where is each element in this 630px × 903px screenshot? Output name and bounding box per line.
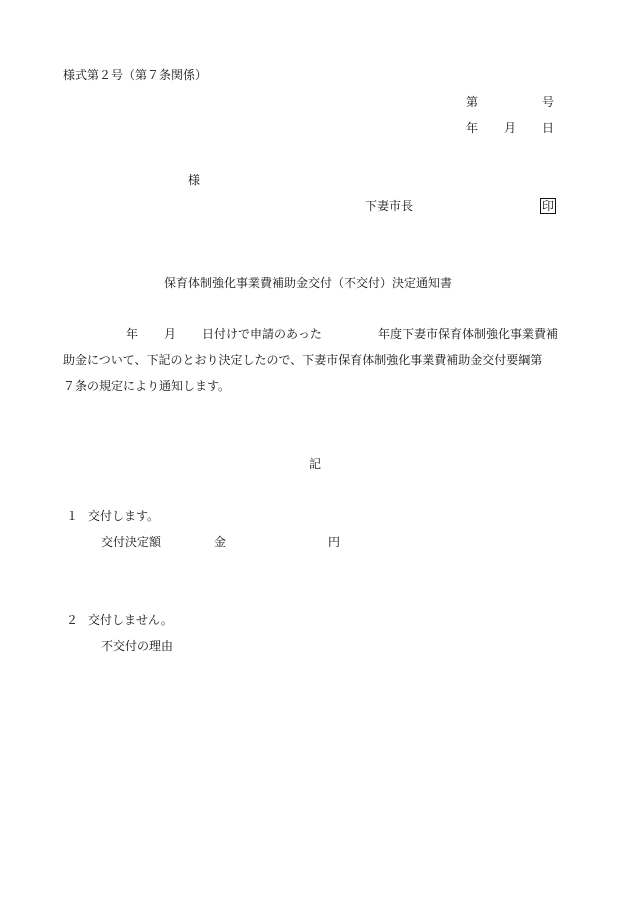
doc-title: 保育体制強化事業費補助金交付（不交付）決定通知書 — [164, 276, 453, 290]
amount-kin: 金 — [214, 535, 227, 549]
form-label: 様式第２号（第７条関係） — [63, 68, 208, 82]
amount-yen: 円 — [328, 535, 341, 549]
addressee-suffix: 様 — [188, 173, 201, 187]
doc-date-year: 年 — [466, 121, 479, 135]
seal-mark: 印 — [542, 199, 555, 213]
doc-date-day: 日 — [542, 121, 555, 135]
doc-number-dai: 第 — [466, 95, 479, 109]
body-line3: ７条の規定により通知します。 — [63, 379, 231, 393]
item1-text: 交付します。 — [88, 509, 160, 523]
item2-text: 交付しません。 — [88, 613, 173, 627]
body-line1-year: 年 — [126, 327, 139, 341]
item2-number: ２ — [66, 613, 79, 627]
doc-number-go: 号 — [542, 95, 555, 109]
doc-date-month: 月 — [504, 121, 517, 135]
amount-label: 交付決定額 — [101, 535, 162, 549]
body-line1-fiscal: 年度下妻市保育体制強化事業費補 — [378, 327, 559, 341]
sender-title: 下妻市長 — [365, 199, 414, 213]
ki-heading: 記 — [309, 457, 322, 471]
body-line1-month: 月 — [164, 327, 177, 341]
reason-label: 不交付の理由 — [101, 639, 174, 653]
body-line1-rest: 日付けで申請のあった — [202, 327, 322, 341]
item1-number: １ — [66, 509, 79, 523]
body-line2: 助金について、下記のとおり決定したので、下妻市保育体制強化事業費補助金交付要綱第 — [63, 353, 543, 367]
